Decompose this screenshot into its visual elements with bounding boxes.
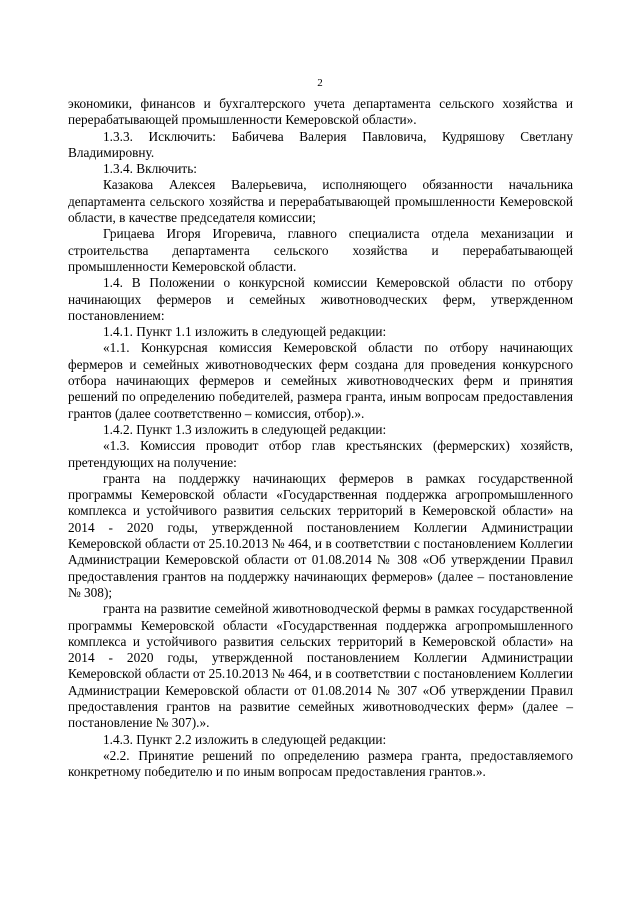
- document-body: [68, 96, 573, 780]
- paragraph: экономики, финансов и бухгалтерского учета департамента сельского хозяйства и перерабатывающей промышленности Кемеровской области».: [68, 96, 573, 128]
- paragraph: «1.1. Конкурсная комиссия Кемеровской области по отбору начинающих фермеров и семейных животноводческих ферм создана для проведения конкурсного отбора начинающих фермеров и семейных животноводческих ферм и принятия решений по определению победителей, размера гранта, иным вопросам предоставления грантов (далее соответственно – комиссия, отбор).».: [68, 340, 573, 421]
- paragraph: Казакова Алексея Валерьевича, исполняющего обязанности начальника департамента сельского хозяйства и перерабатывающей промышленности Кемеровской области, в качестве председателя комиссии;: [68, 177, 573, 226]
- paragraph: 1.3.3. Исключить: Бабичева Валерия Павловича, Кудряшову Светлану Владимировну.: [68, 128, 573, 160]
- paragraph: «1.3. Комиссия проводит отбор глав крестьянских (фермерских) хозяйств, претендующих на получение:: [68, 438, 573, 470]
- paragraph: 1.4.2. Пункт 1.3 изложить в следующей редакции:: [103, 421, 387, 437]
- paragraph: «2.2. Принятие решений по определению размера гранта, предоставляемого конкретному победителю и по иным вопросам предоставления грантов.».: [68, 747, 573, 780]
- paragraph: гранта на развитие семейной животноводческой фермы в рамках государственной программы Кемеровской области «Государственная поддержка агропромышленного комплекса и устойчивого развития сельских территорий в Кемеровской области» на 2014 - 2020 годы, утвержденной постановлением Коллегии Администрации Кемеровской области от 25.10.2013 № 464, и в соответствии с постановлением Коллегии Администрации Кемеровской области от 01.08.2014 № 307 «Об утверждении Правил предоставления грантов на развитие семейных животноводческих ферм» (далее – постановление № 307).».: [68, 601, 573, 731]
- paragraph: 1.4.3. Пункт 2.2 изложить в следующей редакции:: [103, 731, 387, 747]
- page-number: 2: [317, 77, 323, 89]
- paragraph: гранта на поддержку начинающих фермеров в рамках государственной программы Кемеровской области «Государственная поддержка агропромышленного комплекса и устойчивого развития сельских территорий в Кемеровской области» на 2014 - 2020 годы, утвержденной постановлением Коллегии Администрации Кемеровской области от 25.10.2013 № 464, и в соответствии с постановлением Коллегии Администрации Кемеровской области от 01.08.2014 № 308 «Об утверждении Правил предоставления грантов на поддержку начинающих фермеров» (далее – постановление № 308);: [68, 470, 573, 600]
- paragraph: 1.4.1. Пункт 1.1 изложить в следующей редакции:: [103, 324, 387, 340]
- paragraph: 1.4. В Положении о конкурсной комиссии Кемеровской области по отбору начинающих фермеров и семейных животноводческих ферм, утвержденном постановлением:: [68, 275, 573, 323]
- paragraph: Грицаева Игоря Игоревича, главного специалиста отдела механизации и строительства департамента сельского хозяйства и перерабатывающей промышленности Кемеровской области.: [68, 226, 573, 274]
- paragraph: 1.3.4. Включить:: [103, 161, 198, 177]
